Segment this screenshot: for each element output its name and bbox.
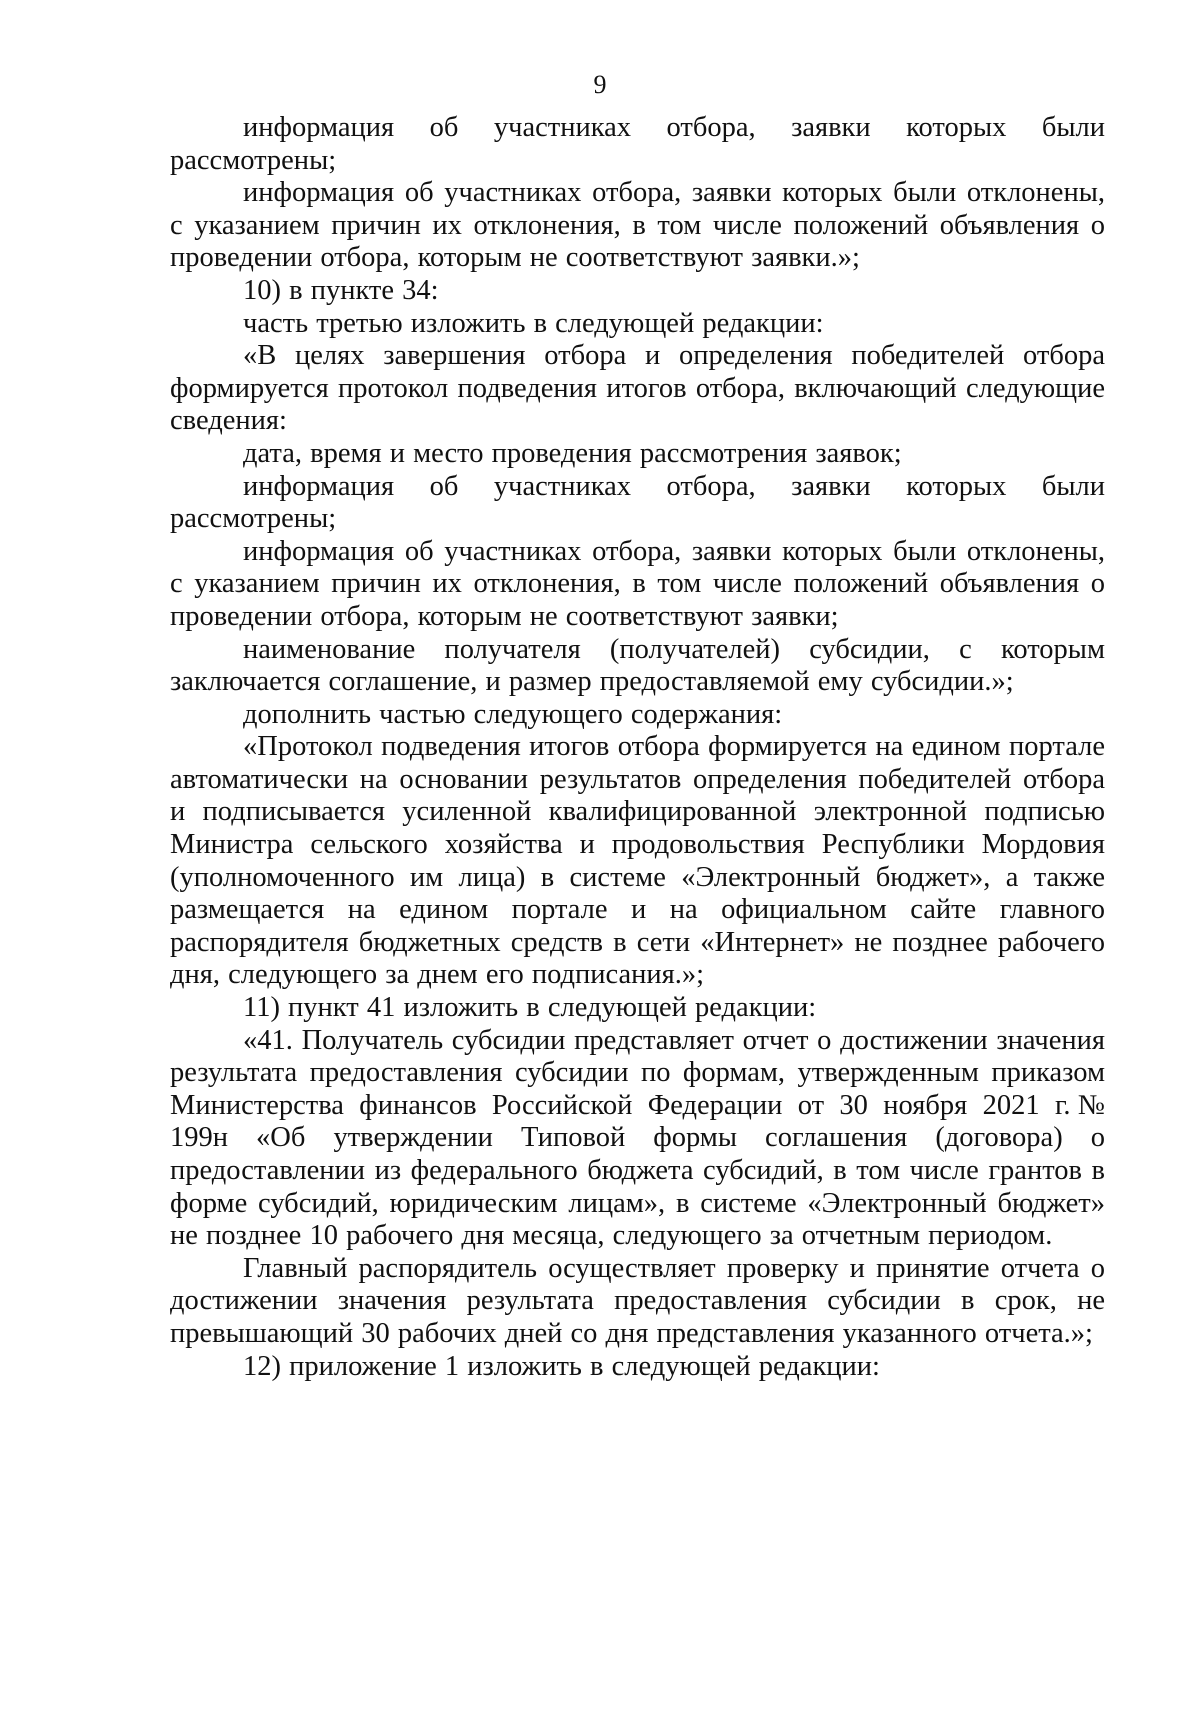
document-body xyxy=(170,112,1105,1383)
page-number: 9 xyxy=(593,70,607,99)
paragraph: дополнить частью следующего содержания: xyxy=(243,698,783,730)
paragraph: информация об участниках отбора, заявки которых были рассмотрены; xyxy=(170,470,1105,535)
paragraph: 10) в пункте 34: xyxy=(243,274,439,306)
paragraph: 11) пункт 41 изложить в следующей редакции: xyxy=(243,992,817,1024)
paragraph: часть третью изложить в следующей редакции: xyxy=(243,307,824,339)
paragraph: информация об участниках отбора, заявки которых были отклонены, с указанием причин их отклонения, в том числе положений объявления о проведении отбора, которым не соответствуют заявки; xyxy=(170,535,1105,632)
paragraph: информация об участниках отбора, заявки которых были рассмотрены; xyxy=(170,112,1105,176)
paragraph: дата, время и место проведения рассмотрения заявок; xyxy=(243,437,902,469)
paragraph: «Протокол подведения итогов отбора формируется на едином портале автоматически на основании результатов определения победителей отбора и подписывается усиленной квалифицированной электронной подписью Министра сельского хозяйства и продовольствия Республики Мордовия (уполномоченного им лица) в системе «Электронный бюджет», а также размещается на едином портале и на официальном сайте главного распорядителя бюджетных средств в сети «Интернет» не позднее рабочего дня, следующего за днем его подписания.»; xyxy=(170,731,1105,991)
paragraph: «В целях завершения отбора и определения победителей отбора формируется протокол подведения итогов отбора, включающий следующие сведения: xyxy=(170,340,1105,437)
paragraph: наименование получателя (получателей) субсидии, с которым заключается соглашение, и размер предоставляемой ему субсидии.»; xyxy=(170,633,1105,698)
paragraph: «41. Получатель субсидии представляет отчет о достижении значения результата предоставления субсидии по формам, утвержденным приказом Министерства финансов Российской Федерации от 30 ноября 2021 г.№ 199н «Об утверждении Типовой формы соглашения (договора) о предоставлении из федерального бюджета субсидий, в том числе грантов в форме субсидий, юридическим лицам», в системе «Электронный бюджет» не позднее 10 рабочего дня месяца, следующего за отчетным периодом. xyxy=(170,1024,1105,1252)
paragraph: информация об участниках отбора, заявки которых были отклонены, с указанием причин их отклонения, в том числе положений объявления о проведении отбора, которым не соответствуют заявки.»; xyxy=(170,177,1105,274)
paragraph: Главный распорядитель осуществляет проверку и принятие отчета о достижении значения результата предоставления субсидии в срок, не превышающий 30 рабочих дней со дня представления указанного отчета.»; xyxy=(170,1252,1105,1349)
paragraph: 12) приложение 1 изложить в следующей редакции: xyxy=(243,1350,880,1382)
